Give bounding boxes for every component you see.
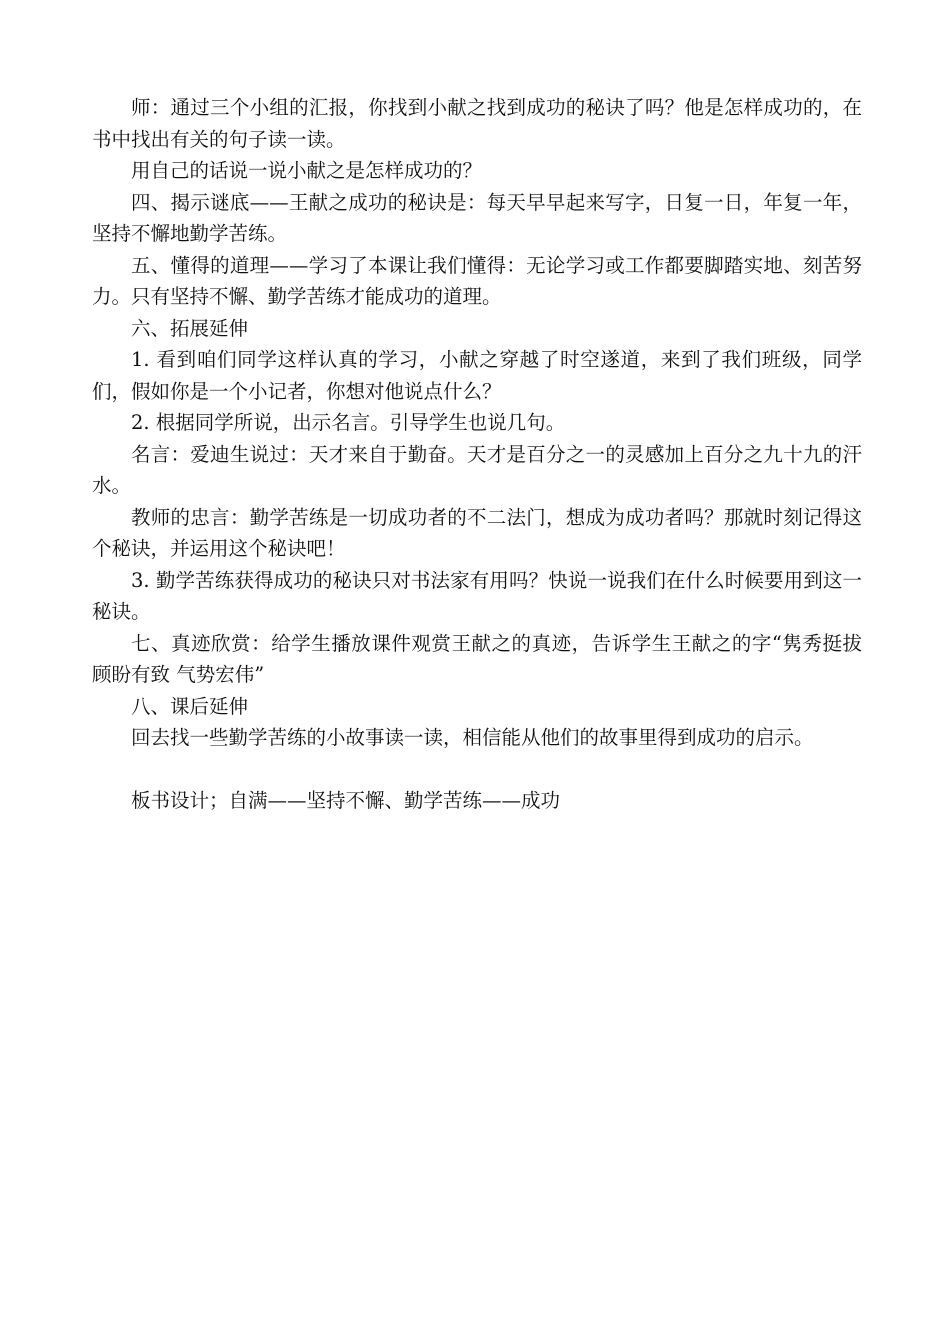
- paragraph-item-2: 2. 根据同学所说，出示名言。引导学生也说几句。: [131, 411, 566, 434]
- paragraph-section-7: 七、真迹欣赏：给学生播放课件观赏王献之的真迹，告诉学生王献之的字“隽秀挺拔 顾盼有致 气势宏伟”: [92, 631, 862, 686]
- paragraph-teacher-advice: 教师的忠言：勤学苦练是一切成功者的不二法门，想成为成功者吗？那就时刻记得这个秘诀，并运用这个秘诀吧！: [92, 505, 862, 560]
- paragraph-item-3: 3. 勤学苦练获得成功的秘诀只对书法家有用吗？快说一说我们在什么时候要用到这一秘诀。: [92, 568, 862, 623]
- paragraph-board-design: 板书设计；自满——坚持不懈、勤学苦练——成功: [131, 789, 561, 812]
- paragraph-teacher-question: 师：通过三个小组的汇报，你找到小献之找到成功的秘诀了吗？他是怎样成功的，在书中找出有关的句子读一读。: [92, 96, 862, 151]
- blank-line: [92, 754, 862, 786]
- document-body: [92, 92, 862, 817]
- paragraph-section-5: 五、懂得的道理——学习了本课让我们懂得：无论学习或工作都要脚踏实地、刻苦努力。只有坚持不懈、勤学苦练才能成功的道理。: [92, 253, 862, 308]
- paragraph-section-4: 四、揭示谜底——王献之成功的秘诀是：每天早早起来写字，日复一日，年复一年，坚持不懈地勤学苦练。: [92, 190, 862, 245]
- paragraph-quote: 名言：爱迪生说过：天才来自于勤奋。天才是百分之一的灵感加上百分之九十九的汗水。: [92, 442, 862, 497]
- heading-section-8: 八、课后延伸: [131, 694, 249, 718]
- paragraph-own-words: 用自己的话说一说小献之是怎样成功的？: [131, 159, 483, 182]
- paragraph-homework: 回去找一些勤学苦练的小故事读一读，相信能从他们的故事里得到成功的启示。: [131, 726, 814, 749]
- heading-section-6: 六、拓展延伸: [131, 316, 249, 340]
- paragraph-item-1: 1. 看到咱们同学这样认真的学习，小献之穿越了时空遂道，来到了我们班级，同学们，假如你是一个小记者，你想对他说点什么？: [92, 348, 862, 403]
